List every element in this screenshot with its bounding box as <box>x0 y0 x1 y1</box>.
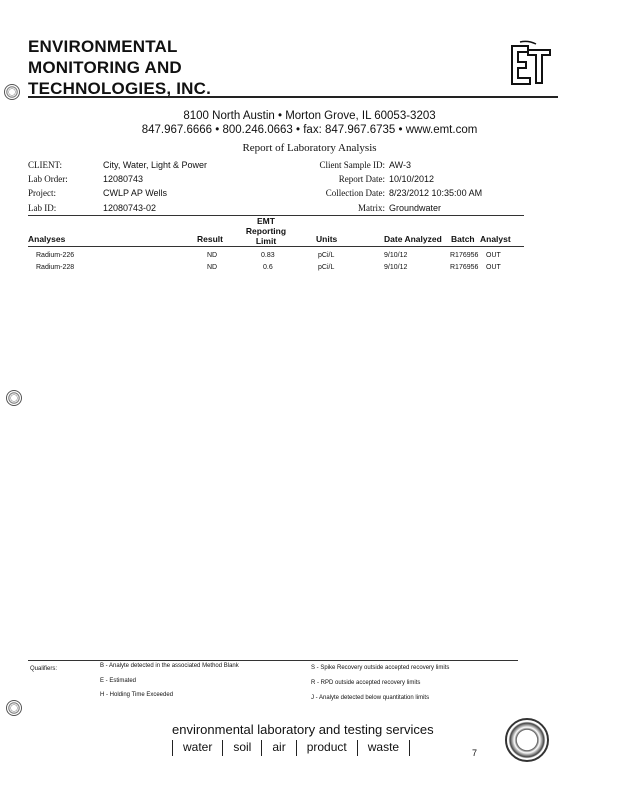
client-label: CLIENT: <box>28 160 63 170</box>
col-emt-limit-line3: Limit <box>255 236 277 246</box>
cell-limit: 0.6 <box>263 264 273 271</box>
qualifier-item: E - Estimated <box>100 678 137 684</box>
table-header-divider <box>28 246 524 247</box>
cell-analyst: OUT <box>486 252 501 259</box>
lab-id-value: 12080743-02 <box>103 203 157 213</box>
cell-limit: 0.83 <box>261 252 275 259</box>
report-date-value: 10/10/2012 <box>389 174 435 184</box>
collection-date-value: 8/23/2012 10:35:00 AM <box>389 188 483 198</box>
emt-logo <box>506 40 554 86</box>
qualifier-item: H - Holding Time Exceeded <box>100 692 174 698</box>
qualifiers-label: Qualifiers: <box>30 666 58 672</box>
qualifier-item: J - Analyte detected below quantitation limits <box>311 695 430 701</box>
service-soil: soil <box>233 740 252 754</box>
col-date-analyzed: Date Analyzed <box>384 234 442 244</box>
contact-line: 847.967.6666 • 800.246.0663 • fax: 847.967.6735 • www.emt.com <box>141 124 478 136</box>
service-water: water <box>183 740 213 754</box>
cell-batch: R176956 <box>450 252 479 259</box>
service-product: product <box>306 740 347 754</box>
company-name-line2: MONITORING AND <box>28 58 182 77</box>
cell-analyst: OUT <box>486 264 501 271</box>
col-result: Result <box>197 234 223 244</box>
cell-analysis: Radium-228 <box>36 264 75 271</box>
col-analyst: Analyst <box>480 234 511 244</box>
col-emt-limit <box>236 216 296 246</box>
col-emt-limit-line2: Reporting <box>245 226 287 236</box>
client-value: City, Water, Light & Power <box>103 160 208 170</box>
qualifier-item: B - Analyte detected in the associated Method Blank <box>100 663 239 669</box>
hole-punch-mark <box>6 700 22 716</box>
client-sample-label: Client Sample ID: <box>319 160 385 170</box>
lab-order-label: Lab Order: <box>28 174 68 184</box>
col-units: Units <box>316 234 338 244</box>
client-sample-value: AW-3 <box>389 160 412 170</box>
table-row <box>0 264 619 275</box>
report-date-label: Report Date: <box>338 174 385 184</box>
cell-units: pCi/L <box>318 252 335 259</box>
project-value: CWLP AP Wells <box>103 188 168 198</box>
cell-analysis: Radium-226 <box>36 252 75 259</box>
project-label: Project: <box>28 188 56 198</box>
cell-result: ND <box>207 264 218 271</box>
matrix-value: Groundwater <box>389 203 442 213</box>
table-row <box>0 252 619 263</box>
qualifier-item: R - RPD outside accepted recovery limits <box>311 680 421 686</box>
col-batch: Batch <box>451 234 475 244</box>
cell-result: ND <box>207 252 218 259</box>
qualifiers-divider <box>28 660 518 661</box>
hole-punch-mark <box>4 84 20 100</box>
company-name-line1: ENVIRONMENTAL <box>28 37 178 56</box>
services-list <box>172 740 410 756</box>
report-title: Report of Laboratory Analysis <box>242 142 377 154</box>
hole-punch-mark <box>6 390 22 406</box>
service-air: air <box>272 740 286 754</box>
certification-seal-icon <box>505 718 549 762</box>
lab-order-value: 12080743 <box>103 174 144 184</box>
footer-tagline: environmental laboratory and testing services <box>172 722 434 737</box>
service-waste: waste <box>367 740 400 754</box>
cell-date: 9/10/12 <box>384 252 408 259</box>
address-line: 8100 North Austin • Morton Grove, IL 60053-3203 <box>183 110 436 122</box>
header-divider <box>28 96 558 98</box>
col-emt-limit-line1: EMT <box>257 216 275 226</box>
page-number: 7 <box>472 748 478 758</box>
company-name <box>28 36 211 99</box>
qualifier-item: S - Spike Recovery outside accepted recovery limits <box>311 665 450 671</box>
cell-units: pCi/L <box>318 264 335 271</box>
service-separator <box>409 740 410 756</box>
company-name-line3: TECHNOLOGIES, INC. <box>28 79 212 98</box>
cell-date: 9/10/12 <box>384 264 408 271</box>
cell-batch: R176956 <box>450 264 479 271</box>
lab-id-label: Lab ID: <box>28 203 57 213</box>
collection-date-label: Collection Date: <box>325 188 385 198</box>
col-analyses: Analyses <box>28 234 66 244</box>
matrix-label: Matrix: <box>358 203 385 213</box>
